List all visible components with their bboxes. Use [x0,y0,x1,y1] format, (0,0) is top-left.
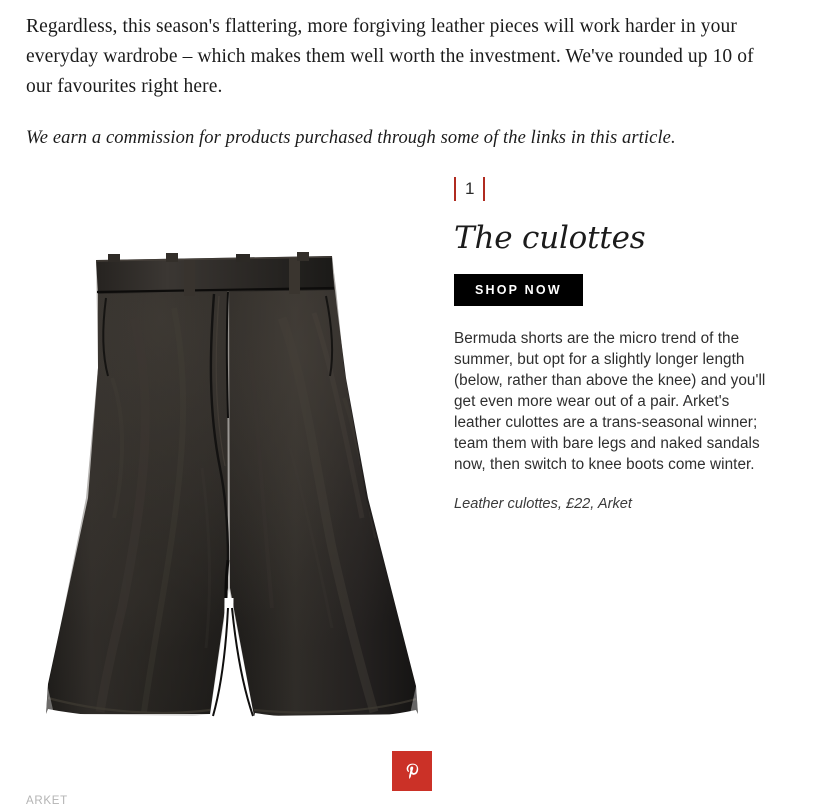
image-credit: ARKET [26,795,68,807]
product-image-column [14,168,434,807]
rank-bar-right [483,177,485,201]
shop-now-button[interactable]: SHOP NOW [454,274,583,306]
rank-indicator [454,176,485,202]
product-photo [14,168,434,768]
intro-paragraph: Regardless, this season's flattering, more forgiving leather pieces will work harder in your everyday wardrobe – which makes them well worth the investment. We've rounded up 10 of our favourites right here. [26,16,754,97]
pinterest-save-button[interactable] [392,751,432,791]
product-caption: Leather culottes, £22, Arket [454,496,632,512]
product-info-column [454,168,774,514]
pinterest-icon [403,762,422,781]
product-description: Bermuda shorts are the micro trend of the summer, but opt for a slightly longer length (below, rather than above the knee) and you'll get even more wear out of a pair. Arket's leather culottes are a trans-seasonal winner; team them with bare legs and naked sandals now, then switch to knee boots come winter. [454,330,766,473]
product-title: The culottes [454,220,646,256]
rank-number: 1 [465,179,475,198]
product-block [0,168,820,808]
article-intro [26,12,774,152]
commission-disclaimer: We earn a commission for products purchased through some of the links in this article. [26,128,676,148]
